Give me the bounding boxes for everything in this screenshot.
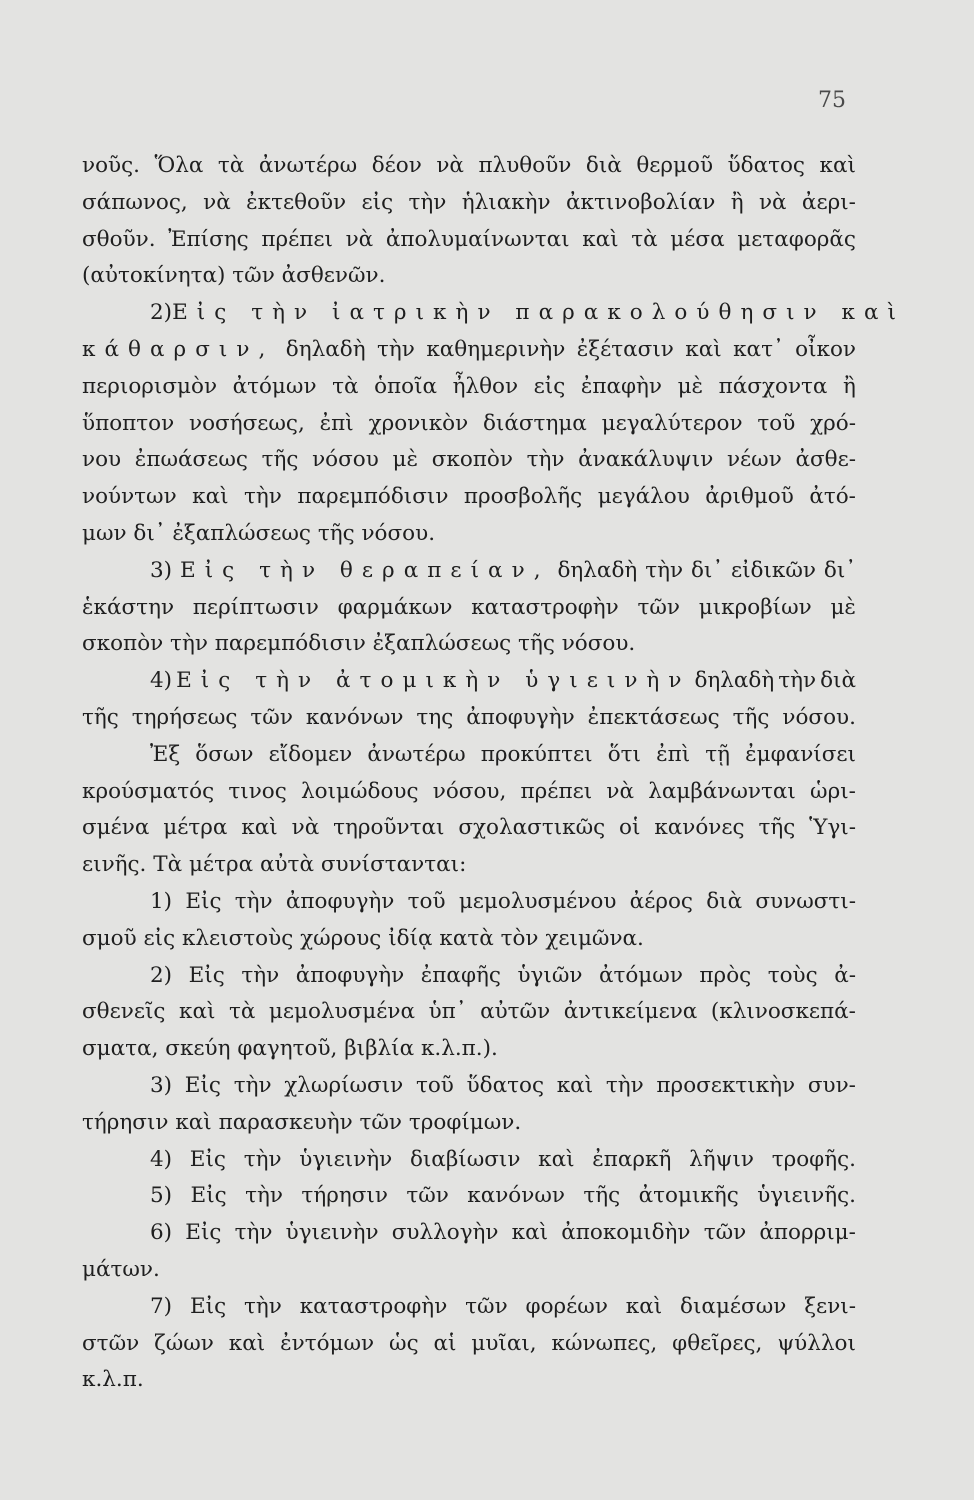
word: σκεύη <box>165 1036 231 1062</box>
word: καὶ <box>511 1220 549 1246</box>
word: 4) <box>150 668 173 694</box>
word: τῶν <box>465 1293 508 1319</box>
text-line <box>82 1105 856 1142</box>
word: ἀέρος <box>629 888 693 914</box>
word: λαμβάνωνται <box>648 778 796 804</box>
word: συν- <box>807 1072 856 1098</box>
word: ψύλλοι <box>777 1330 856 1356</box>
word: τῆς <box>732 704 770 730</box>
word: κατ᾽ <box>733 336 784 362</box>
word: 4) <box>150 1146 173 1172</box>
word: μυῖαι, <box>471 1330 537 1356</box>
word: Εἰς <box>190 1183 227 1209</box>
word: νὰ <box>758 189 787 215</box>
word: τὴν <box>233 1072 272 1098</box>
word: τῶν <box>703 1220 747 1246</box>
word: ὑγιεινὴν <box>285 1220 379 1246</box>
text-line <box>82 590 856 627</box>
text-line <box>82 847 856 884</box>
text-line <box>82 1362 856 1399</box>
word: σμοῦ <box>82 925 137 951</box>
word: ἀντικείμενα <box>563 999 698 1025</box>
word: παρεμπόδισιν <box>297 484 449 510</box>
word: τὴν <box>244 1293 282 1319</box>
word: (αὐτοκίνητα) <box>82 263 226 289</box>
word: εἰς <box>533 373 566 399</box>
text-line <box>82 700 856 737</box>
word: τὴν <box>645 557 684 583</box>
word: Εἰς τὴν ἰατρικὴν παρακολούθησιν καὶ <box>172 300 905 326</box>
text-line <box>82 1142 856 1179</box>
word: ἐμφανίσει <box>745 741 856 767</box>
word: καὶ <box>538 1146 575 1172</box>
word: ἀποκομιδὴν <box>561 1220 691 1246</box>
word: αἱ <box>433 1330 457 1356</box>
text-line <box>82 1068 856 1105</box>
word: διὰ <box>585 153 622 178</box>
word: παρασκευὴν <box>218 1109 353 1135</box>
word: κώνωπες, <box>551 1330 658 1356</box>
word: τὴν <box>243 1146 282 1172</box>
word: κρούσματός <box>82 778 215 804</box>
word: τῆς <box>518 631 555 657</box>
word: μὲ <box>830 594 856 620</box>
word: ἀποφυγὴν <box>285 888 395 914</box>
word: ἀκτινοβολίαν <box>565 189 716 215</box>
word: μεταφορᾶς <box>737 226 856 252</box>
word: τήρησιν <box>82 1109 169 1135</box>
word: τὴν <box>778 668 817 694</box>
word: χλωρίωσιν <box>284 1072 404 1098</box>
page-number: 75 <box>818 88 846 113</box>
word: προσβολῆς <box>463 484 583 510</box>
text-line <box>82 479 856 516</box>
word: μεμολυσμένα <box>268 999 416 1025</box>
word: κάθαρσιν, <box>82 336 275 362</box>
word: σθοῦν. <box>82 226 156 252</box>
word: καταστροφὴν <box>471 594 619 620</box>
word: μέσα <box>670 226 725 252</box>
text-line <box>82 148 856 185</box>
word: πάσχοντα <box>718 373 828 399</box>
word: τὰ <box>228 999 256 1025</box>
word: χειμῶνα. <box>545 925 644 951</box>
word: κανόνες <box>654 815 745 841</box>
word: εἰδικῶν <box>730 557 816 583</box>
word: τῆς <box>583 1183 621 1209</box>
word: νου <box>82 447 122 473</box>
word: τοῦ <box>415 1072 454 1098</box>
word: Τὰ <box>153 852 183 878</box>
word: Ἐπίσης <box>168 226 249 252</box>
word: εινῆς. <box>82 852 147 878</box>
word: ὁποῖα <box>374 373 438 399</box>
word: οἱ <box>619 815 641 841</box>
word: ἐπαφῆς <box>420 962 501 988</box>
word: σματα, <box>82 1036 159 1062</box>
text-line <box>82 1252 856 1289</box>
text-line <box>82 1031 856 1068</box>
word: ἀπολυμαίνωνται <box>385 226 570 252</box>
word: χρό- <box>810 410 856 436</box>
word: τὴν <box>234 1220 273 1246</box>
word: της <box>416 704 454 730</box>
word: ἐπαρκῆ <box>592 1146 672 1172</box>
word: ἐπὶ <box>319 410 354 436</box>
word: σμένα <box>82 815 150 841</box>
word: καὶ <box>556 1072 594 1098</box>
word: τὴν <box>241 962 280 988</box>
word: τινος <box>228 778 287 804</box>
word: μέτρα <box>163 815 228 841</box>
word: στῶν <box>82 1330 140 1356</box>
word: λῆψιν <box>689 1146 754 1172</box>
word: ὑγιεινὴν <box>299 1146 393 1172</box>
text-line <box>82 185 856 222</box>
word: ἐξέτασιν <box>576 336 674 362</box>
word: πρὸς <box>699 962 752 988</box>
word: Εἰς τὴν θεραπείαν, <box>179 557 550 583</box>
word: σκοπὸν <box>82 631 164 657</box>
word: ὕδατος <box>466 1072 545 1098</box>
word: κανόνων <box>305 704 404 730</box>
word: ἐπαφὴν <box>580 373 663 399</box>
word: ἀσθενῶν. <box>281 263 386 289</box>
word: Ὅλα <box>154 153 204 178</box>
word: 2) <box>150 300 173 326</box>
text-line <box>82 258 856 295</box>
word: ἐκτεθοῦν <box>246 189 347 215</box>
word: κλειστοὺς <box>181 925 294 951</box>
text-line <box>82 222 856 259</box>
word: διαβίωσιν <box>409 1146 521 1172</box>
word: ἀπορριμ- <box>759 1220 856 1246</box>
text-line <box>82 1289 856 1326</box>
word: νόσου, <box>432 778 507 804</box>
word: δηλαδὴ <box>557 557 638 583</box>
word: κανόνων <box>467 1183 565 1209</box>
word: προκύπτει <box>480 741 593 767</box>
word: τροφίμων. <box>408 1109 522 1135</box>
text-line <box>82 958 856 995</box>
word: 3) <box>150 557 173 583</box>
word: τὴν <box>408 189 447 215</box>
word: νόσου <box>312 447 379 473</box>
word: Εἰς <box>184 1072 221 1098</box>
word: παρεμπόδισιν <box>214 631 366 657</box>
word: τὴν <box>605 1072 644 1098</box>
word: αὐτὰ <box>259 852 314 878</box>
word: ἐπεκτάσεως <box>587 704 720 730</box>
word: κ.λ.π.). <box>420 1036 498 1062</box>
word: νὰ <box>291 815 320 841</box>
word: Εἰς τὴν ἀτομικὴν ὑγιεινὴν <box>176 668 691 694</box>
word: τὴν <box>526 447 565 473</box>
text-line <box>82 810 856 847</box>
word: νὰ <box>436 153 464 178</box>
word: σκοπὸν <box>431 447 513 473</box>
word: τηροῦνται <box>333 815 445 841</box>
word: 2) <box>150 962 173 988</box>
word: ζώων <box>154 1330 214 1356</box>
word: δι᾽ <box>133 520 166 546</box>
word: κ.λ.π. <box>82 1367 144 1393</box>
word: δι᾽ <box>690 557 724 583</box>
word: καὶ <box>228 1330 266 1356</box>
word: τὰ <box>631 226 658 252</box>
word: καὶ <box>625 1293 663 1319</box>
word: νὰ <box>345 226 374 252</box>
word: χώρους <box>300 925 382 951</box>
word: ἀνωτέρω <box>367 741 466 767</box>
word: αὐτῶν <box>480 999 551 1025</box>
word: τοῦ <box>757 410 796 436</box>
word: 7) <box>150 1293 173 1319</box>
word: καθημερινὴν <box>426 336 566 362</box>
text-line <box>82 406 856 443</box>
word: ἀ- <box>834 962 856 988</box>
word: ἀτομικῆς <box>638 1183 739 1209</box>
word: φθεῖρες, <box>672 1330 763 1356</box>
word: φαγητοῦ, <box>237 1036 338 1062</box>
text-line <box>82 626 856 663</box>
word: καὶ <box>685 336 722 362</box>
word: ἀνωτέρω <box>258 153 358 178</box>
word: ἐπωάσεως <box>134 447 248 473</box>
word: ἡλιακὴν <box>461 189 551 215</box>
text-line <box>82 737 856 774</box>
word: ὡρι- <box>810 778 856 804</box>
text-line <box>82 884 856 921</box>
word: τῶν <box>232 263 275 289</box>
word: δι᾽ <box>823 557 856 583</box>
word: μὲ <box>677 373 704 399</box>
word: καὶ <box>819 153 856 178</box>
word: προσεκτικὴν <box>656 1072 796 1098</box>
text-line <box>82 994 856 1031</box>
word: καὶ <box>241 815 278 841</box>
word: δηλαδὴ <box>285 336 366 362</box>
word: Εἰς <box>185 1220 222 1246</box>
word: τὴν <box>244 484 282 510</box>
word: κατὰ <box>439 925 494 951</box>
word: ἢ <box>843 373 856 399</box>
word: τῆς <box>261 447 299 473</box>
word: τῆς <box>317 520 355 546</box>
text-line <box>82 1326 856 1363</box>
word: τῶν <box>406 1183 449 1209</box>
word: εἴδομεν <box>268 741 353 767</box>
word: ἀτόμων <box>232 373 317 399</box>
word: χρονικὸν <box>368 410 469 436</box>
word: νούντων <box>82 484 177 510</box>
word: πλυθοῦν <box>478 153 572 178</box>
word: ἢ <box>730 189 744 215</box>
word: τηρήσεως <box>131 704 238 730</box>
word: μων <box>82 520 127 546</box>
word: μεγαλύτερον <box>601 410 743 436</box>
text-line <box>82 516 856 553</box>
word: ὑγιῶν <box>517 962 583 988</box>
word: ὡς <box>389 1330 419 1356</box>
text-line <box>82 1215 856 1252</box>
word: περιορισμὸν <box>82 373 218 399</box>
word: σθενεῖς <box>82 999 166 1025</box>
word: καὶ <box>192 484 229 510</box>
word: 6) <box>150 1220 173 1246</box>
word: ἀριθμοῦ <box>705 484 794 510</box>
word: ἐξαπλώσεως <box>172 520 311 546</box>
text-line <box>82 369 856 406</box>
word: τὴν <box>234 888 273 914</box>
word: ὅτι <box>607 741 641 767</box>
word: Εἰς <box>189 1146 226 1172</box>
word: περίπτωσιν <box>192 594 319 620</box>
word: ξενι- <box>804 1293 856 1319</box>
text-line <box>82 332 856 369</box>
word: φορέων <box>525 1293 608 1319</box>
word: νόσου. <box>361 520 436 546</box>
word: Εἰς <box>185 888 222 914</box>
word: νοῦς. <box>82 153 140 178</box>
word: τὸν <box>500 925 539 951</box>
word: δέον <box>371 153 422 178</box>
word: ἀτόμων <box>598 962 683 988</box>
word: τροφῆς. <box>771 1146 856 1172</box>
word: σάπωνος, <box>82 189 188 215</box>
word: μεμολυσμένου <box>458 888 617 914</box>
word: ἀποφυγὴν <box>466 704 575 730</box>
word: συνίστανται: <box>320 852 467 878</box>
word: τῆς <box>82 704 119 730</box>
word: οἶκον <box>795 336 856 362</box>
word: Ἐξ <box>150 741 181 767</box>
word: καταστροφὴν <box>299 1293 448 1319</box>
word: πρέπει <box>261 226 333 252</box>
word: 1) <box>150 888 173 914</box>
word: ἑκάστην <box>82 594 175 620</box>
word: ἐξαπλώσεως <box>372 631 512 657</box>
word: καὶ <box>175 1109 212 1135</box>
word: καὶ <box>179 999 216 1025</box>
word: τὰ <box>217 153 245 178</box>
word: Εἰς <box>188 962 225 988</box>
text-line <box>82 774 856 811</box>
word: ἀποφυγὴν <box>295 962 405 988</box>
word: μεγάλου <box>597 484 690 510</box>
word: τῶν <box>637 594 680 620</box>
word: καὶ <box>582 226 619 252</box>
word: νὰ <box>606 778 634 804</box>
word: Ὑγι- <box>809 815 856 841</box>
word: ὑγιεινῆς. <box>757 1183 856 1209</box>
word: συνωστι- <box>755 888 856 914</box>
word: εἰς <box>143 925 176 951</box>
word: διὰ <box>706 888 743 914</box>
word: λοιμώδους <box>301 778 419 804</box>
word: διάστημα <box>482 410 587 436</box>
word: 3) <box>150 1072 173 1098</box>
word: πρέπει <box>520 778 593 804</box>
word: ἐντόμων <box>280 1330 375 1356</box>
word: εἰς <box>361 189 394 215</box>
word: ἀσθε- <box>795 447 856 473</box>
word: συλλογὴν <box>391 1220 499 1246</box>
word: ὅσων <box>195 741 254 767</box>
word: νόσου. <box>782 704 856 730</box>
word: δηλαδὴ <box>694 668 775 694</box>
word: τοῦ <box>407 888 446 914</box>
word: τῆς <box>758 815 796 841</box>
word: θερμοῦ <box>636 153 714 178</box>
body-text <box>82 148 905 1399</box>
word: (κλινοσκεπά- <box>710 999 856 1025</box>
word: τοὺς <box>767 962 818 988</box>
word: ὕποπτον <box>82 410 175 436</box>
word: μέτρα <box>188 852 254 878</box>
word: σχολαστικῶς <box>458 815 606 841</box>
word: ὑπ᾽ <box>428 999 467 1025</box>
word: φαρμάκων <box>337 594 453 620</box>
word: νοσήσεως, <box>189 410 305 436</box>
word: ὕδατος <box>727 153 805 178</box>
word: ἰδίᾳ <box>388 925 433 951</box>
text-line <box>82 295 905 332</box>
word: ἦλθον <box>452 373 519 399</box>
word: τὴν <box>245 1183 283 1209</box>
word: ἀερι- <box>801 189 856 215</box>
word: μὲ <box>392 447 419 473</box>
word: νέων <box>726 447 782 473</box>
text-line <box>82 553 856 590</box>
word: τὴν <box>170 631 208 657</box>
word: νὰ <box>203 189 231 215</box>
word: τὰ <box>332 373 359 399</box>
word: ἀνακάλυψιν <box>578 447 714 473</box>
word: τῶν <box>359 1109 402 1135</box>
word: μάτων. <box>82 1256 160 1282</box>
word: ἐπὶ <box>656 741 691 767</box>
word: ἀτό- <box>809 484 856 510</box>
word: βιβλία <box>344 1036 415 1062</box>
word: διαμέσων <box>680 1293 787 1319</box>
word: τήρησιν <box>301 1183 388 1209</box>
word: νόσου. <box>561 631 636 657</box>
text-line <box>82 921 856 958</box>
text-line <box>82 663 856 700</box>
word: 5) <box>150 1183 173 1209</box>
word: μικροβίων <box>698 594 812 620</box>
word: τῇ <box>705 741 731 767</box>
word: τῶν <box>250 704 293 730</box>
word: τὴν <box>377 336 415 362</box>
word: Εἰς <box>189 1293 227 1319</box>
word: διὰ <box>820 668 856 694</box>
text-line <box>82 1178 856 1215</box>
text-line <box>82 442 856 479</box>
